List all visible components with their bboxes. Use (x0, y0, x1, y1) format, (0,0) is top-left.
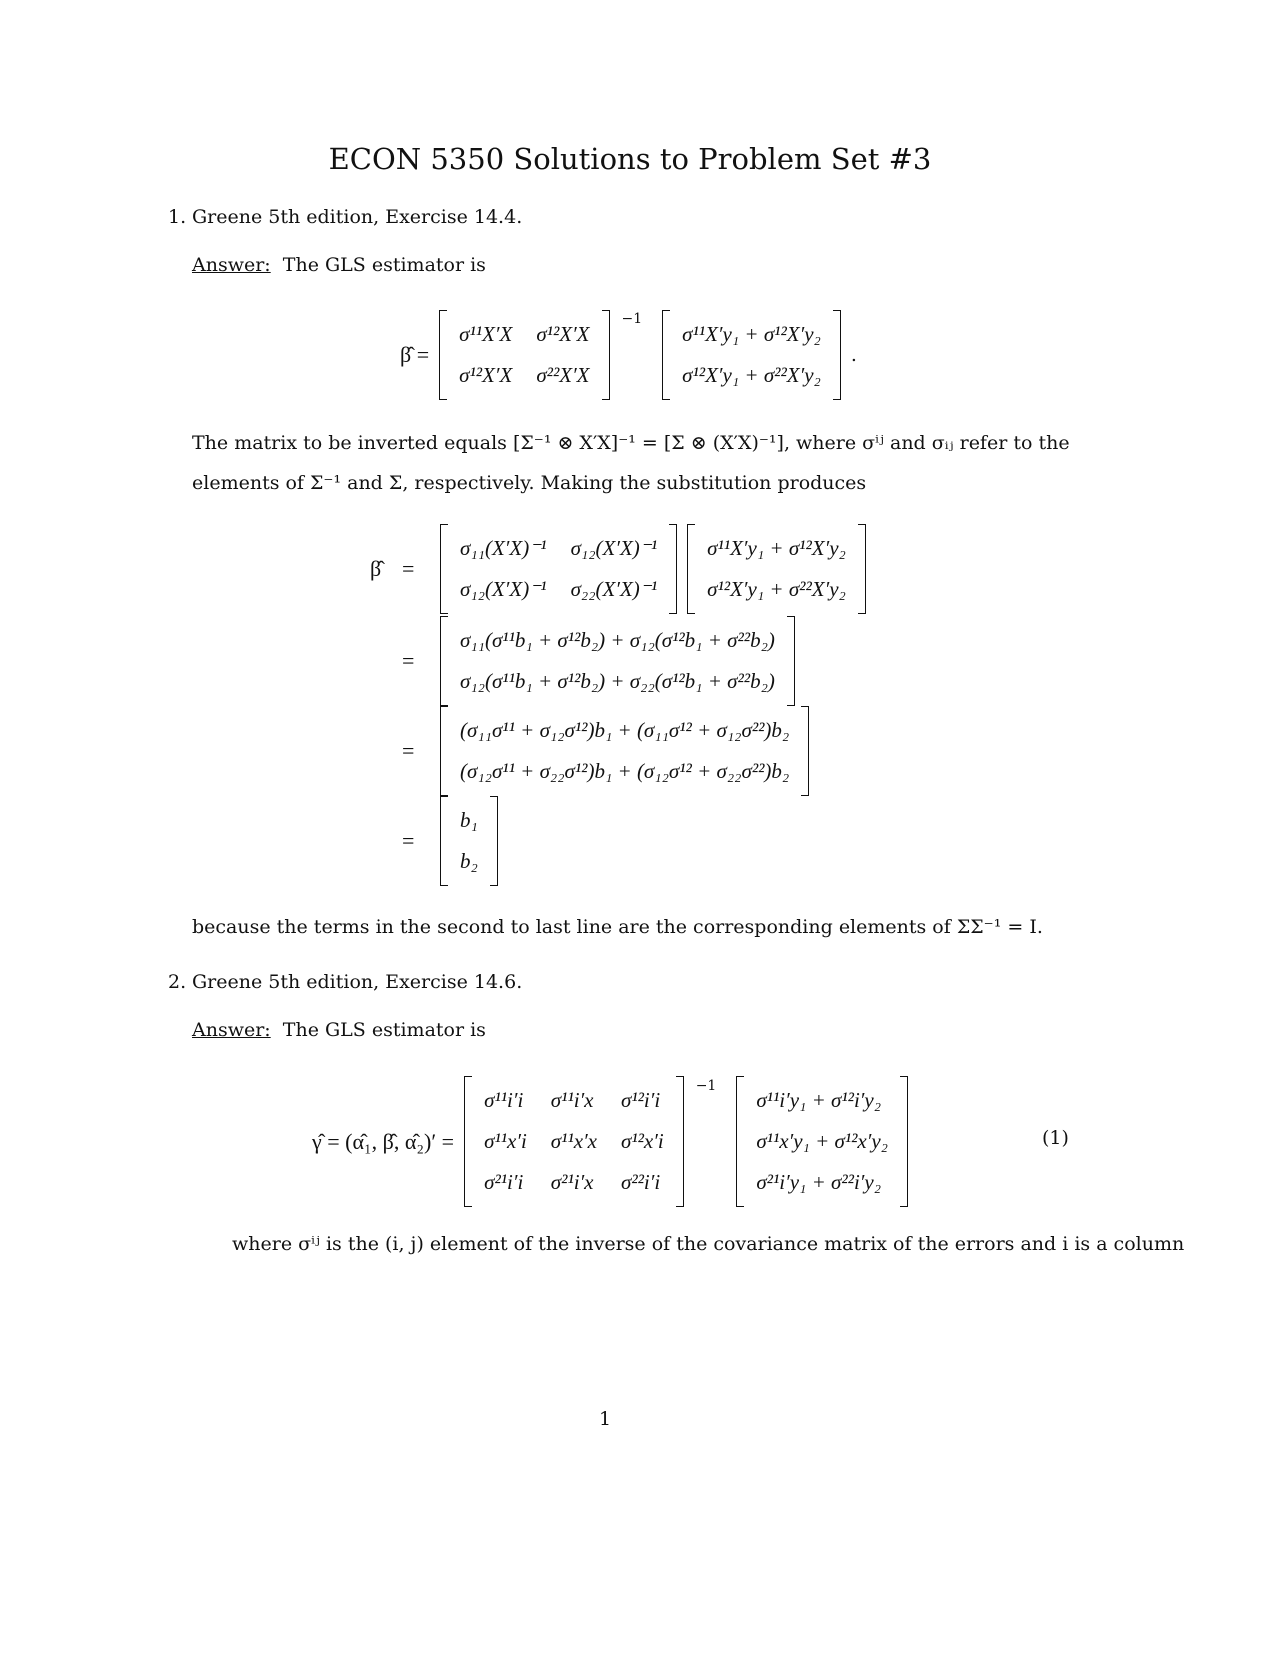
matrix-row (472, 1162, 676, 1203)
matrix-row (448, 800, 490, 841)
trailing-period: . (850, 344, 857, 366)
matrix-cell: σ₁₂(σ¹¹b₁ + σ¹²b₂) + σ₂₂(σ¹²b₁ + σ²²b₂) (460, 669, 775, 693)
matrix (464, 1076, 684, 1207)
matrix (440, 706, 809, 796)
matrix-cell: σ¹²x′i (620, 1129, 664, 1153)
matrix-row (695, 569, 858, 610)
equation-gls-1 (400, 310, 857, 400)
matrix-row (448, 569, 669, 610)
matrix-cell: σ¹¹x′x (550, 1129, 597, 1153)
matrix (662, 310, 841, 400)
matrix-cell: σ²¹i′y₁ + σ²²i′y₂ (756, 1170, 881, 1194)
matrix-cell: σ²²X′X (536, 363, 590, 387)
matrix (440, 616, 795, 706)
matrix-B-q1 (670, 314, 833, 396)
document-title: ECON 5350 Solutions to Problem Set #3 (328, 142, 932, 176)
matrix-cell: (σ₁₁σ¹¹ + σ₁₂σ¹²)b₁ + (σ₁₁σ¹² + σ₁₂σ²²)b₂ (460, 718, 790, 742)
item-heading: Greene 5th edition, Exercise 14.6. (192, 971, 523, 993)
matrix-row (448, 661, 787, 702)
matrix (736, 1076, 908, 1207)
matrix-row (472, 1121, 676, 1162)
matrix-cell: σ¹¹X′X (459, 322, 513, 346)
matrix-cell: b₁ (460, 808, 478, 832)
matrix-cell: σ¹¹X′y₁ + σ¹²X′y₂ (682, 322, 821, 346)
matrix-cell: σ²¹i′x (550, 1170, 594, 1194)
matrix-cell: σ¹¹x′y₁ + σ¹²x′y₂ (756, 1129, 888, 1153)
answer-intro: The GLS estimator is (282, 1019, 486, 1041)
matrix-cell: σ¹¹i′i (484, 1088, 524, 1112)
beta-hat: β̂ (370, 556, 382, 581)
inverse-exponent: −1 (621, 311, 643, 327)
matrix-row (744, 1121, 900, 1162)
matrix-row (448, 528, 669, 569)
matrix-row (448, 710, 801, 751)
matrix (687, 524, 866, 614)
matrix-D (695, 528, 858, 610)
item-number: 2. (168, 971, 187, 993)
matrix-A-q1 (447, 314, 601, 396)
matrix-row (447, 314, 601, 355)
matrix (439, 310, 609, 400)
matrix-C (448, 528, 669, 610)
matrix-cell: σ¹¹X′y₁ + σ¹²X′y₂ (707, 536, 846, 560)
inverse-exponent: −1 (695, 1077, 717, 1094)
matrix-row (448, 620, 787, 661)
equals: = (402, 648, 415, 673)
matrix (440, 524, 677, 614)
matrix-cell: σ¹²X′y₁ + σ²²X′y₂ (707, 577, 846, 601)
equals: = (402, 738, 415, 763)
item-heading: Greene 5th edition, Exercise 14.4. (192, 206, 523, 228)
matrix-row (695, 528, 858, 569)
equation-line (440, 524, 866, 614)
matrix-F (448, 710, 801, 792)
matrix-cell: σ¹²X′y₁ + σ²²X′y₂ (682, 363, 821, 387)
matrix-cell: b₂ (460, 849, 478, 873)
matrix-cell: σ¹¹i′x (550, 1088, 594, 1112)
page-number: 1 (598, 1408, 612, 1430)
paragraph: because the terms in the second to last line are the corresponding elements of ΣΣ⁻¹ = I. (192, 916, 1043, 938)
matrix-cell: σ₁₁(σ¹¹b₁ + σ¹²b₂) + σ₁₂(σ¹²b₁ + σ²²b₂) (460, 628, 775, 652)
equals: = (402, 828, 415, 853)
equation-number: (1) (1042, 1127, 1069, 1149)
matrix-cell: σ₁₂(X′X)⁻¹ (570, 536, 658, 560)
matrix-cell: σ¹¹x′i (484, 1129, 527, 1153)
lhs: γ̂ = (α̂₁, β̂, α̂₂)′ = (312, 1128, 455, 1154)
matrix-row (670, 314, 833, 355)
equation-gls-2 (312, 1076, 908, 1207)
matrix-cell: (σ₁₂σ¹¹ + σ₂₂σ¹²)b₁ + (σ₁₂σ¹² + σ₂₂σ²²)b₂ (460, 759, 790, 783)
matrix-E (448, 620, 787, 702)
lhs: β̂ = (400, 342, 430, 367)
matrix-cell: σ¹²i′i (620, 1088, 661, 1112)
matrix-A-q2 (472, 1080, 676, 1203)
paragraph: where σⁱʲ is the (i, j) element of the inverse of the covariance matrix of the errors and i is a column (232, 1233, 1185, 1255)
matrix-G (448, 800, 490, 882)
answer-intro: The GLS estimator is (282, 254, 486, 276)
matrix-cell: σ₁₂(X′X)⁻¹ (460, 577, 547, 601)
answer-label: Answer: (192, 1019, 271, 1041)
matrix-cell: σ₁₁(X′X)⁻¹ (460, 536, 547, 560)
matrix-row (744, 1162, 900, 1203)
paragraph: elements of Σ⁻¹ and Σ, respectively. Making the substitution produces (192, 472, 867, 494)
matrix-cell: σ²¹i′i (484, 1170, 524, 1194)
matrix-cell: σ¹²X′X (459, 363, 513, 387)
paragraph: The matrix to be inverted equals [Σ⁻¹ ⊗ X′X]⁻¹ = [Σ ⊗ (X′X)⁻¹], where σⁱʲ and σᵢⱼ refer to the (192, 432, 1070, 454)
matrix-cell: σ₂₂(X′X)⁻¹ (570, 577, 658, 601)
matrix-row (670, 355, 833, 396)
answer-label: Answer: (192, 254, 271, 276)
matrix (440, 796, 498, 886)
item-number: 1. (168, 206, 187, 228)
matrix-row (447, 355, 601, 396)
matrix-cell: σ²²i′i (620, 1170, 661, 1194)
equals: = (402, 556, 415, 581)
matrix-cell: σ¹²X′X (536, 322, 590, 346)
matrix-row (448, 841, 490, 882)
matrix-row (744, 1080, 900, 1121)
matrix-row (472, 1080, 676, 1121)
matrix-cell: σ¹¹i′y₁ + σ¹²i′y₂ (756, 1088, 881, 1112)
matrix-row (448, 751, 801, 792)
matrix-B-q2 (744, 1080, 900, 1203)
